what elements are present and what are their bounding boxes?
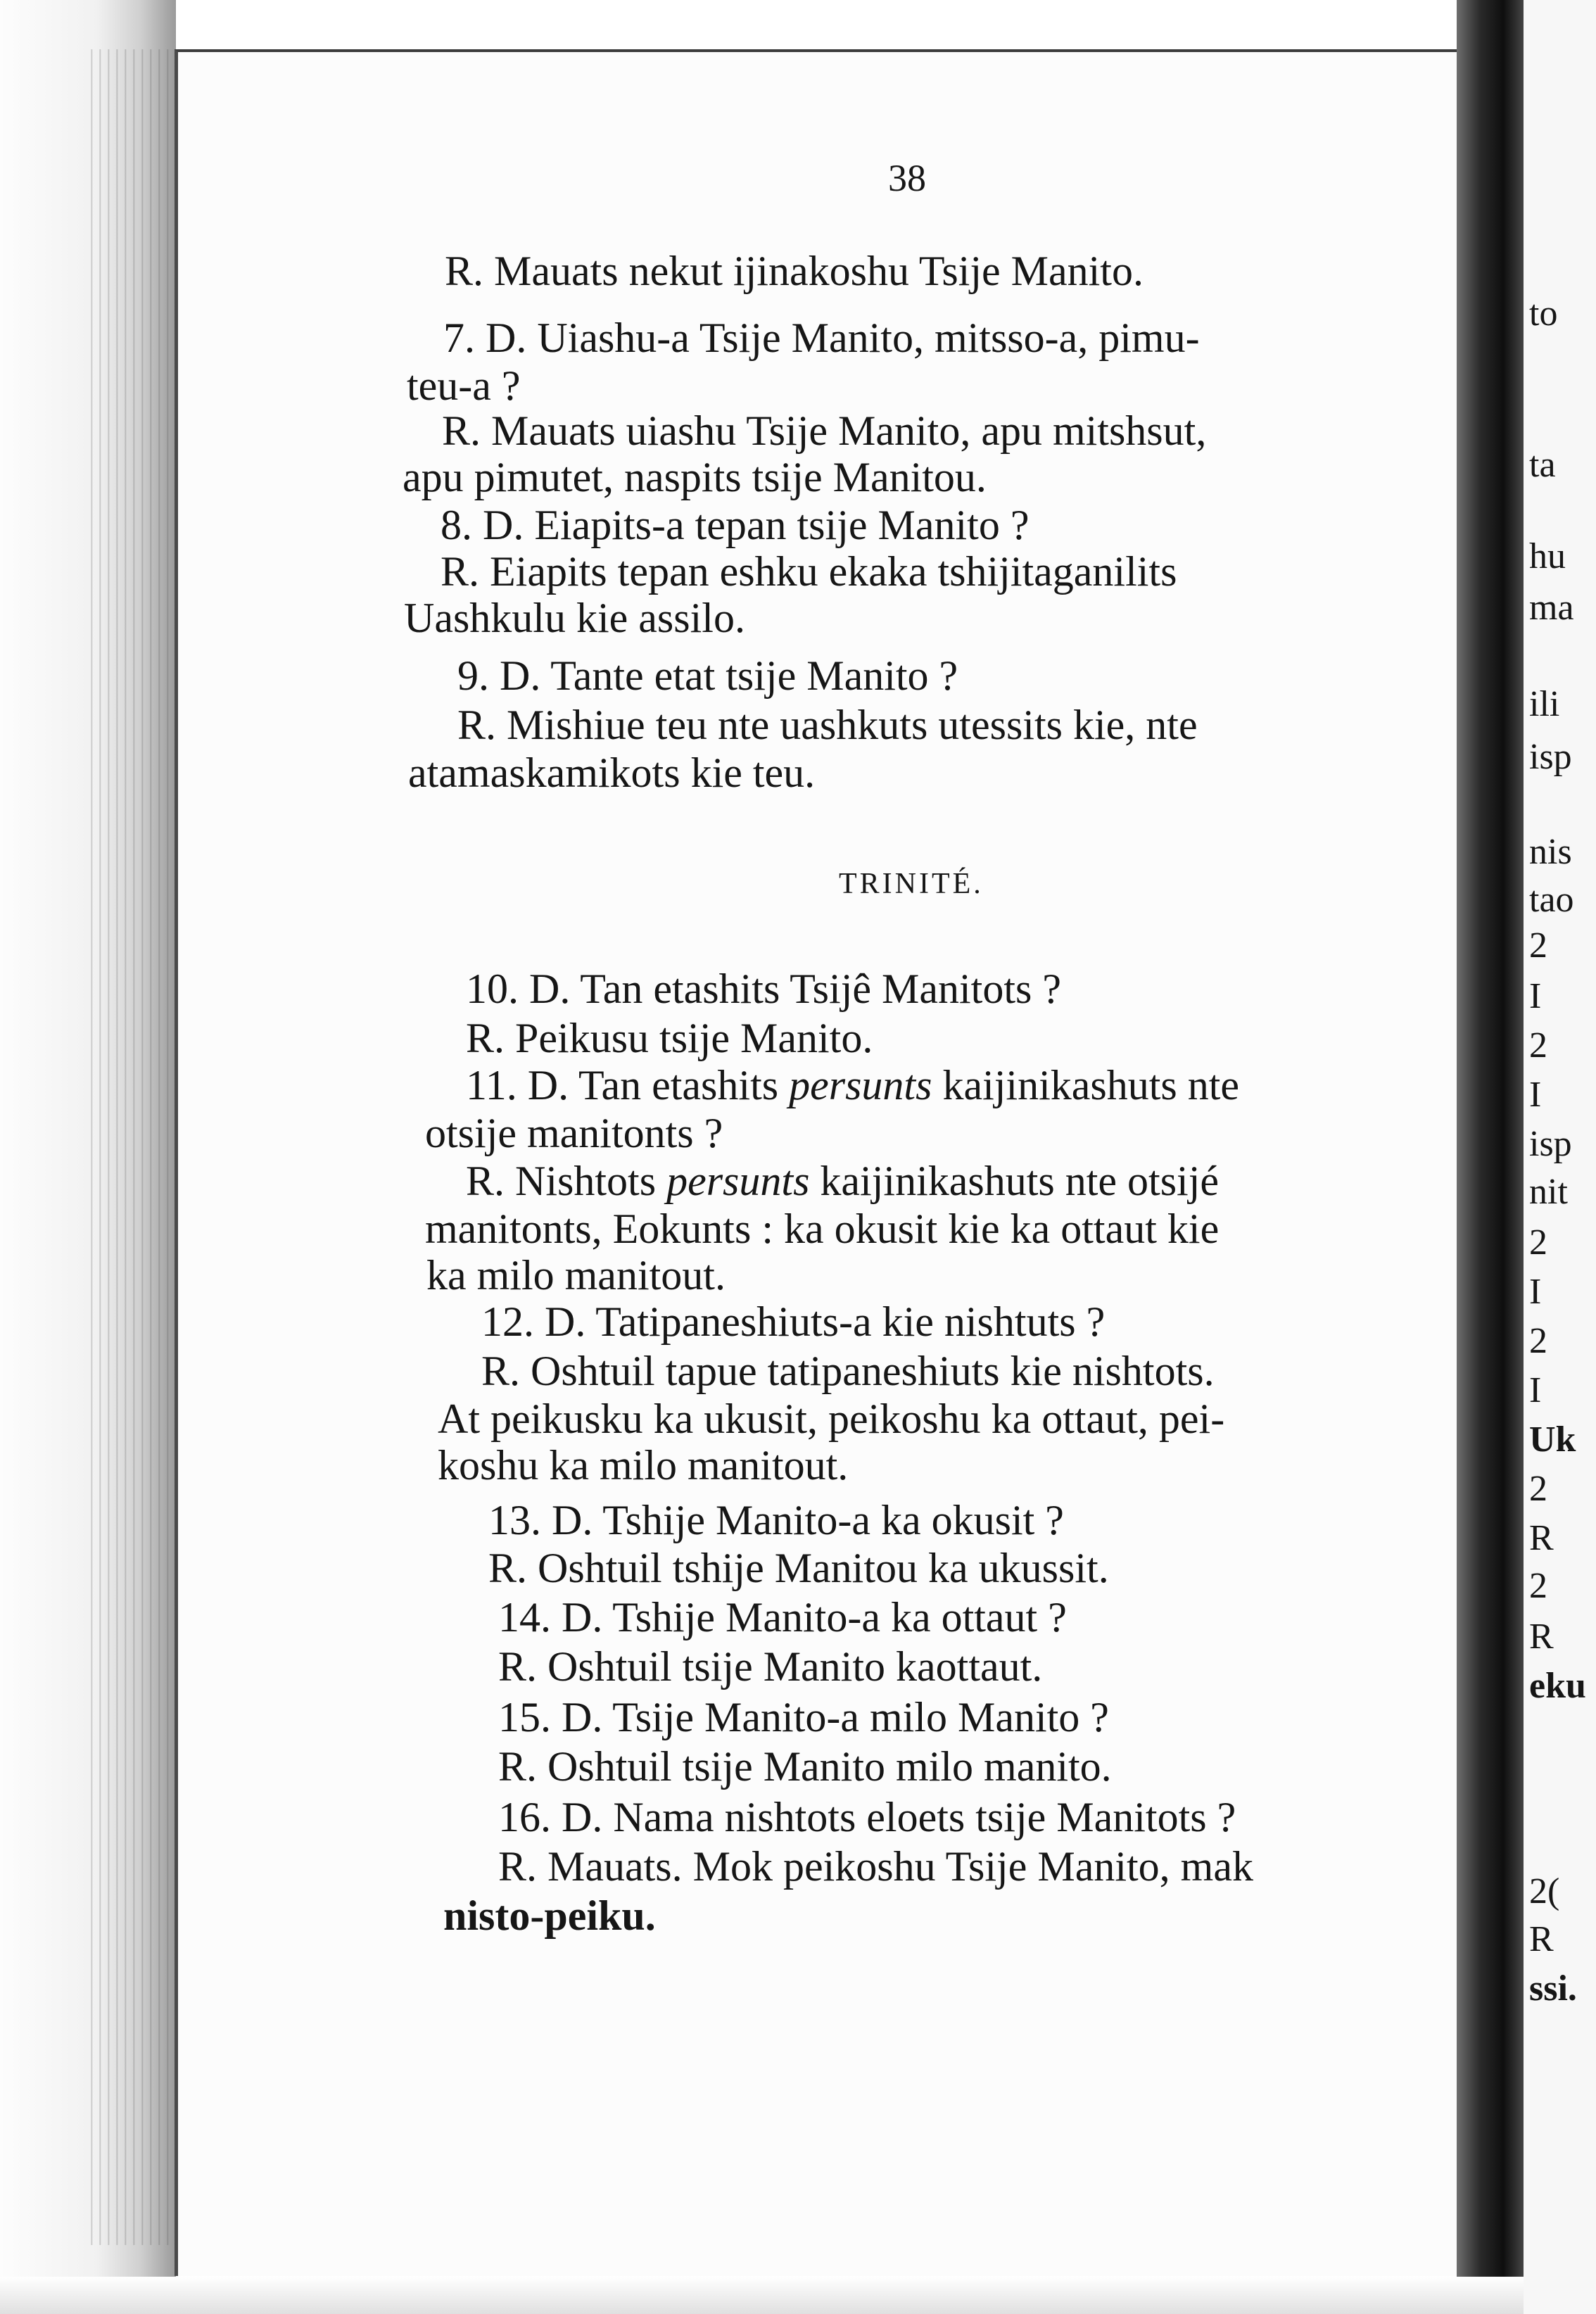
adjacent-fragment: to — [1529, 293, 1558, 334]
adjacent-fragment: eku — [1529, 1666, 1586, 1706]
text-segment: 11. D. Tan etashits — [466, 1062, 790, 1108]
text-line — [466, 1064, 1239, 1106]
page-stack-lines — [84, 49, 169, 2245]
text-line: atamaskamikots kie teu. — [408, 750, 816, 796]
adjacent-fragment: I — [1529, 1272, 1542, 1312]
text-line: otsije manitonts ? — [425, 1110, 723, 1156]
text-line: R. Peikusu tsije Manito. — [466, 1015, 873, 1061]
text-line: teu-a ? — [407, 362, 521, 409]
adjacent-fragment: ma — [1529, 588, 1574, 628]
text-line: R. Oshtuil tapue tatipaneshiuts kie nishtots. — [481, 1348, 1215, 1394]
text-line: apu pimutet, naspits tsije Manitou. — [403, 454, 987, 500]
adjacent-fragment: nit — [1529, 1172, 1568, 1212]
adjacent-fragment: nis — [1529, 832, 1572, 872]
adjacent-fragment: 2( — [1529, 1871, 1560, 1911]
scan-bottom-band — [0, 2277, 1596, 2314]
text-line: 9. D. Tante etat tsije Manito ? — [457, 652, 958, 699]
text-line: 12. D. Tatipaneshiuts-a kie nishtuts ? — [481, 1298, 1106, 1345]
text-line: R. Oshtuil tshije Manitou ka ukussit. — [488, 1545, 1109, 1591]
text-line: ka milo manitout. — [426, 1252, 726, 1298]
adjacent-fragment: 2 — [1529, 1469, 1547, 1509]
text-line: R. Mishiue teu nte uashkuts utessits kie, nte — [457, 702, 1198, 748]
text-line: R. Mauats. Mok peikoshu Tsije Manito, mak — [498, 1843, 1253, 1890]
adjacent-fragment: R — [1529, 1919, 1554, 1959]
text-line: At peikusku ka ukusit, peikoshu ka ottaut, pei- — [438, 1396, 1225, 1442]
adjacent-fragment: 2 — [1529, 1566, 1547, 1606]
text-line: R. Eiapits tepan eshku ekaka tshijitaganilits — [441, 548, 1177, 595]
adjacent-page — [1524, 0, 1596, 2314]
adjacent-fragment: 2 — [1529, 1321, 1547, 1361]
text-segment: R. Nishtots — [466, 1158, 667, 1204]
page-number: 38 — [888, 157, 926, 199]
text-line: R. Oshtuil tsije Manito kaottaut. — [498, 1643, 1043, 1690]
text-segment: kaijinikashuts nte otsijé — [809, 1158, 1220, 1204]
text-line: 8. D. Eiapits-a tepan tsije Manito ? — [441, 502, 1030, 548]
text-line: R. Mauats nekut ijinakoshu Tsije Manito. — [445, 248, 1144, 294]
adjacent-fragment: hu — [1529, 536, 1566, 576]
text-line: 16. D. Nama nishtots eloets tsije Manitots ? — [498, 1794, 1236, 1840]
adjacent-fragment: I — [1529, 976, 1542, 1016]
adjacent-fragment: I — [1529, 1370, 1542, 1410]
text-line: 7. D. Uiashu-a Tsije Manito, mitsso-a, pimu- — [443, 315, 1200, 361]
adjacent-fragment: ta — [1529, 445, 1556, 485]
adjacent-fragment: isp — [1529, 737, 1572, 777]
text-line: koshu ka milo manitout. — [438, 1442, 849, 1488]
text-line: 13. D. Tshije Manito-a ka okusit ? — [488, 1497, 1064, 1543]
section-heading: TRINITÉ. — [839, 868, 984, 900]
adjacent-fragment: Uk — [1529, 1420, 1576, 1460]
adjacent-fragment: 2 — [1529, 925, 1547, 966]
text-line: R. Mauats uiashu Tsije Manito, apu mitshsut, — [442, 407, 1207, 454]
text-line: 15. D. Tsije Manito-a milo Manito ? — [498, 1694, 1109, 1740]
text-line: Uashkulu kie assilo. — [404, 595, 745, 641]
italic-word: persunts — [789, 1062, 932, 1108]
text-segment: kaijinikashuts nte — [932, 1062, 1240, 1108]
book-gutter — [1457, 0, 1524, 2314]
adjacent-fragment: ili — [1529, 684, 1560, 724]
text-line: 14. D. Tshije Manito-a ka ottaut ? — [498, 1594, 1067, 1640]
adjacent-fragment: tao — [1529, 880, 1574, 920]
text-line — [466, 1160, 1219, 1202]
adjacent-fragment: isp — [1529, 1124, 1572, 1164]
italic-word: persunts — [666, 1158, 810, 1204]
text-line: 10. D. Tan etashits Tsijê Manitots ? — [466, 966, 1061, 1012]
text-line: R. Oshtuil tsije Manito milo manito. — [498, 1743, 1112, 1790]
adjacent-fragment: I — [1529, 1075, 1542, 1115]
adjacent-fragment: ssi. — [1529, 1968, 1577, 2009]
adjacent-fragment: 2 — [1529, 1222, 1547, 1263]
adjacent-fragment: R — [1529, 1617, 1554, 1657]
adjacent-fragment: 2 — [1529, 1025, 1547, 1066]
adjacent-fragment: R — [1529, 1518, 1554, 1558]
text-line: nisto-peiku. — [443, 1892, 656, 1939]
text-line: manitonts, Eokunts : ka okusit kie ka ottaut kie — [425, 1206, 1220, 1252]
